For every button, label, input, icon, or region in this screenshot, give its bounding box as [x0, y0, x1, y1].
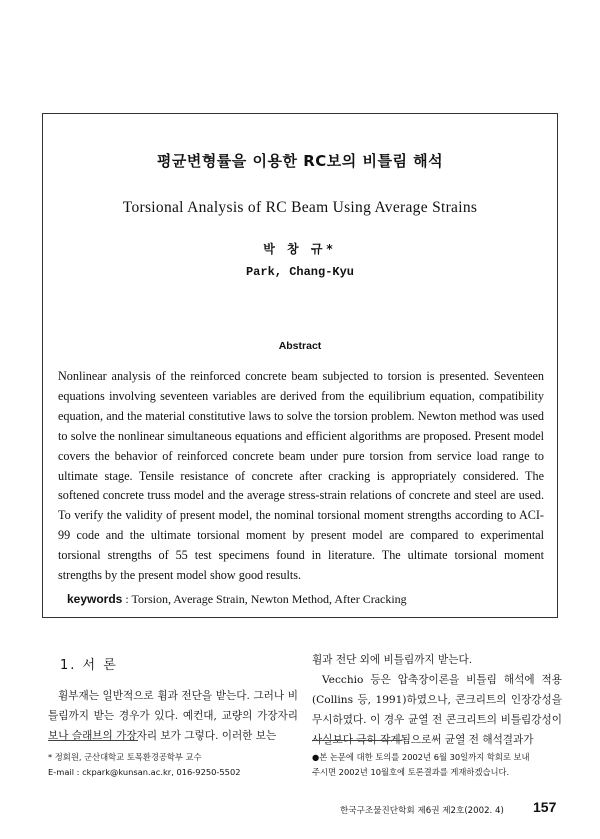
abstract-body: Nonlinear analysis of the reinforced concrete beam subjected to torsion is presented. Seventeen equations involving seventeen variables are derived from the equilibrium equation, compatibility equation, and the material constitutive laws to solve the torsion problem. Newton method was used to solve the nonlinear simultaneous equations and efficient algorithms are proposed. Present model covers the behavior of reinforced concrete beam under pure torsion from service load range to ultimate stage. Tensile resistance of concrete after cracking is appropriately considered. The softened concrete truss model and the average stress-strain relations of concrete and steel are used. To verify the validity of present model, the nominal torsional moment strengths according to ACI-99 code and the ultimate torsional moment by present model are compared to experimental torsional strengths of 55 test specimens found in literature. The ultimate torsional moment strengths by the present model show good results.: [58, 369, 544, 583]
footnote-author-affiliation: * 정회원, 군산대학교 토목환경공학부 교수: [48, 752, 202, 762]
footnote-discussion: [312, 750, 562, 780]
intro-right-column-top: 휨과 전단 외에 비틀림까지 받는다.: [312, 654, 473, 666]
footer-page-number: 157: [533, 799, 557, 815]
footer-journal-name: 한국구조물진단학회 제6권 제2호(2002. 4): [340, 806, 504, 816]
footnote-discussion-line2: 주시면 2002년 10월호에 토론결과를 게재하겠습니다.: [312, 767, 510, 777]
footnote-discussion-line1: ●본 논문에 대한 토의를 2002년 6월 30일까지 학회로 보내: [312, 752, 530, 762]
intro-left-column: 휨부재는 일반적으로 휨과 전단을 받는다. 그러나 비틀림까지 받는 경우가 있다. 예컨대, 교량의 가장자리 보나 슬래브의 가장자리 보가 그렇다. 이러한 보는: [48, 690, 298, 742]
title-korean: 평균변형률을 이용한 RC보의 비틀림 해석: [156, 152, 444, 170]
intro-right-column-body: Vecchio 등은 압축장이론을 비틀림 해석에 적용(Collins 등, 1991)하였으나, 콘크리트의 인장강성을 무시하였다. 이 경우 균열 전 콘크리트의 비틀림강성이 사실보다 극히 작게됨으로써 균열 전 해석결과가: [312, 674, 562, 746]
keywords-text: : Torsion, Average Strain, Newton Method, After Cracking: [122, 592, 407, 606]
author-korean: 박 창 규*: [263, 242, 337, 256]
abstract-heading: Abstract: [278, 340, 322, 352]
author-english: Park, Chang-Kyu: [245, 265, 355, 279]
keywords-label: keywords: [67, 592, 123, 606]
title-english: Torsional Analysis of RC Beam Using Average Strains: [122, 199, 478, 216]
footnote-author-contact: E-mail : ckpark@kunsan.ac.kr, 016-9250-5502: [48, 767, 241, 777]
footnote-rule-left: [48, 740, 138, 741]
footnote-rule-right: [312, 740, 402, 741]
keywords-line: [67, 592, 537, 607]
section-heading-introduction: 1. 서 론: [60, 658, 118, 673]
footnote-author: [48, 750, 308, 780]
